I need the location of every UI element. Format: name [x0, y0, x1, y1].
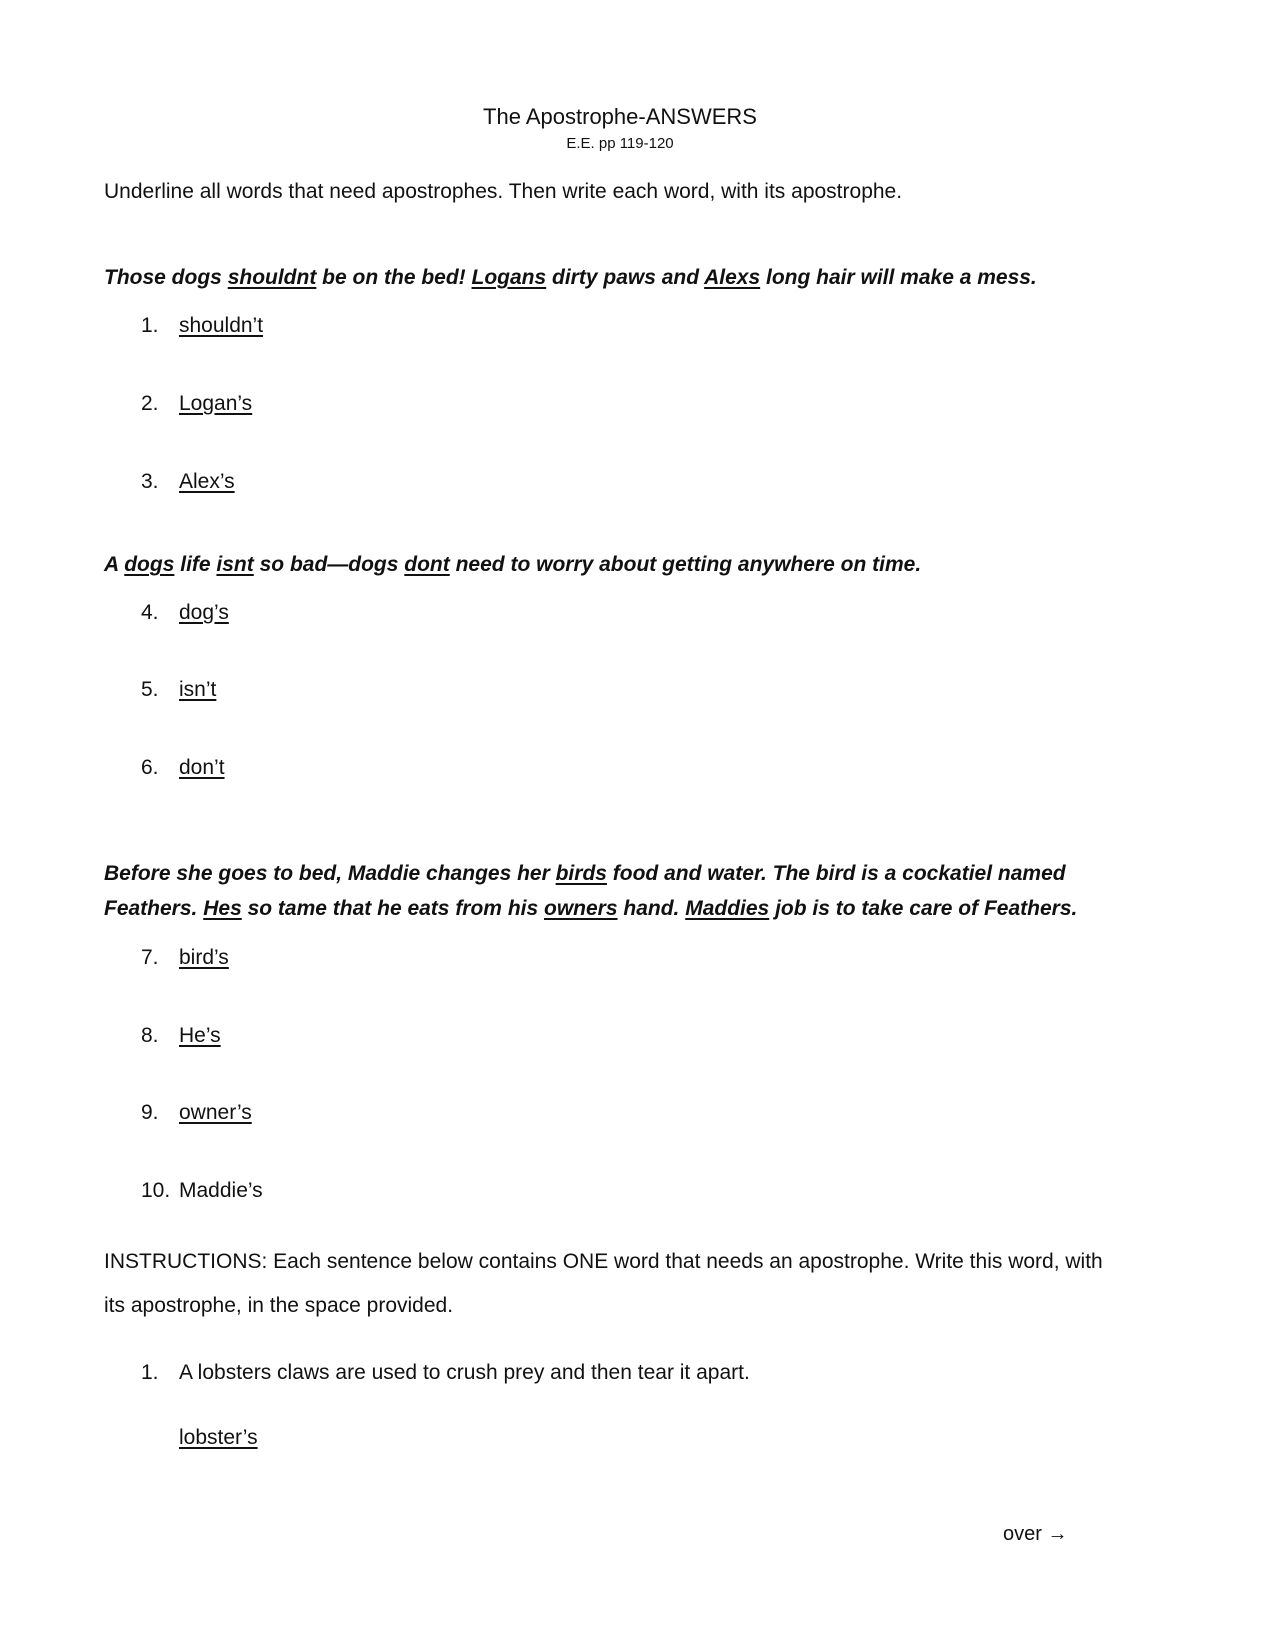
instruction-2-line-1: INSTRUCTIONS: Each sentence below contains ONE word that needs an apostrophe. Write this word, with: [104, 1250, 1103, 1273]
over-label: [1003, 1523, 1067, 1546]
underlined-word: Alexs: [704, 266, 761, 289]
underlined-word: owners: [544, 897, 618, 920]
underlined-word: Hes: [203, 897, 242, 920]
underlined-word: isnt: [216, 553, 254, 576]
passage-2: [104, 547, 921, 582]
exercise-item: [141, 1361, 750, 1385]
passage-text: so bad—dogs: [253, 553, 405, 576]
answer-number: 9.: [141, 1101, 159, 1124]
answer-number: 3.: [141, 470, 159, 493]
underlined-word: Logans: [471, 266, 547, 289]
passage-text: dirty paws and: [546, 266, 705, 289]
underlined-word: dogs: [124, 553, 175, 576]
exercise-number: 1.: [141, 1361, 159, 1384]
underlined-word: Maddies: [685, 897, 770, 920]
answer-word: bird’s: [179, 946, 229, 969]
answer-item: [141, 1101, 252, 1125]
passage-text: so tame that he eats from his: [241, 897, 544, 920]
answer-word: shouldn’t: [179, 314, 264, 337]
underlined-word: birds: [555, 862, 607, 885]
answer-word: isn’t: [179, 678, 217, 701]
answer-item: [141, 392, 252, 416]
passage-text: hand.: [617, 897, 686, 920]
over-text: over: [1003, 1523, 1042, 1545]
exercise-answer: [179, 1426, 258, 1450]
answer-word: don’t: [179, 756, 225, 779]
passage-text: Before she goes to bed, Maddie changes her: [104, 862, 556, 885]
answer-item: [141, 1024, 221, 1048]
page-subtitle: E.E. pp 119-120: [566, 135, 674, 152]
answer-number: 4.: [141, 601, 159, 624]
instruction-1: Underline all words that need apostrophes. Then write each word, with its apostrophe.: [104, 180, 903, 203]
exercise-sentence: A lobsters claws are used to crush prey and then tear it apart.: [179, 1361, 750, 1384]
answer-number: 5.: [141, 678, 159, 701]
passage-1: [104, 260, 1037, 295]
passage-text: food and water. The bird is a cockatiel named: [606, 862, 1066, 885]
answer-number: 6.: [141, 756, 159, 779]
answer-item: [141, 756, 225, 780]
answer-number: 1.: [141, 314, 159, 337]
passage-text: long hair will make a mess.: [760, 266, 1037, 289]
answer-word: Maddie’s: [179, 1179, 263, 1202]
answer-item: [141, 946, 229, 970]
underlined-word: shouldnt: [227, 266, 317, 289]
answer-number: 8.: [141, 1024, 159, 1047]
answer-item: [141, 1179, 263, 1203]
answer-item: [141, 678, 216, 702]
answer-item: [141, 470, 235, 494]
passage-3-line-1: [104, 856, 1066, 891]
instruction-2-line-2: its apostrophe, in the space provided.: [104, 1294, 454, 1317]
right-arrow-icon: →: [1047, 1523, 1068, 1545]
passage-text: job is to take care of Feathers.: [769, 897, 1078, 920]
underlined-word: dont: [404, 553, 450, 576]
answer-number: 7.: [141, 946, 159, 969]
passage-text: be on the bed!: [316, 266, 472, 289]
passage-text: life: [174, 553, 217, 576]
answer-word: He’s: [179, 1024, 221, 1047]
answer-word: owner’s: [179, 1101, 252, 1124]
answer-item: [141, 601, 229, 625]
answer-item: [141, 314, 263, 338]
page-title: The Apostrophe-ANSWERS: [483, 104, 757, 129]
exercise-answer-word: lobster’s: [179, 1426, 258, 1449]
passage-3-line-2: [104, 891, 1077, 926]
passage-text: Those dogs: [104, 266, 228, 289]
passage-text: A: [104, 553, 125, 576]
passage-text: need to worry about getting anywhere on time.: [449, 553, 922, 576]
answer-word: Logan’s: [179, 392, 253, 415]
answer-number: 10.: [141, 1179, 171, 1202]
answer-number: 2.: [141, 392, 159, 415]
answer-word: Alex’s: [179, 470, 235, 493]
answer-word: dog’s: [179, 601, 229, 624]
passage-text: Feathers.: [104, 897, 204, 920]
